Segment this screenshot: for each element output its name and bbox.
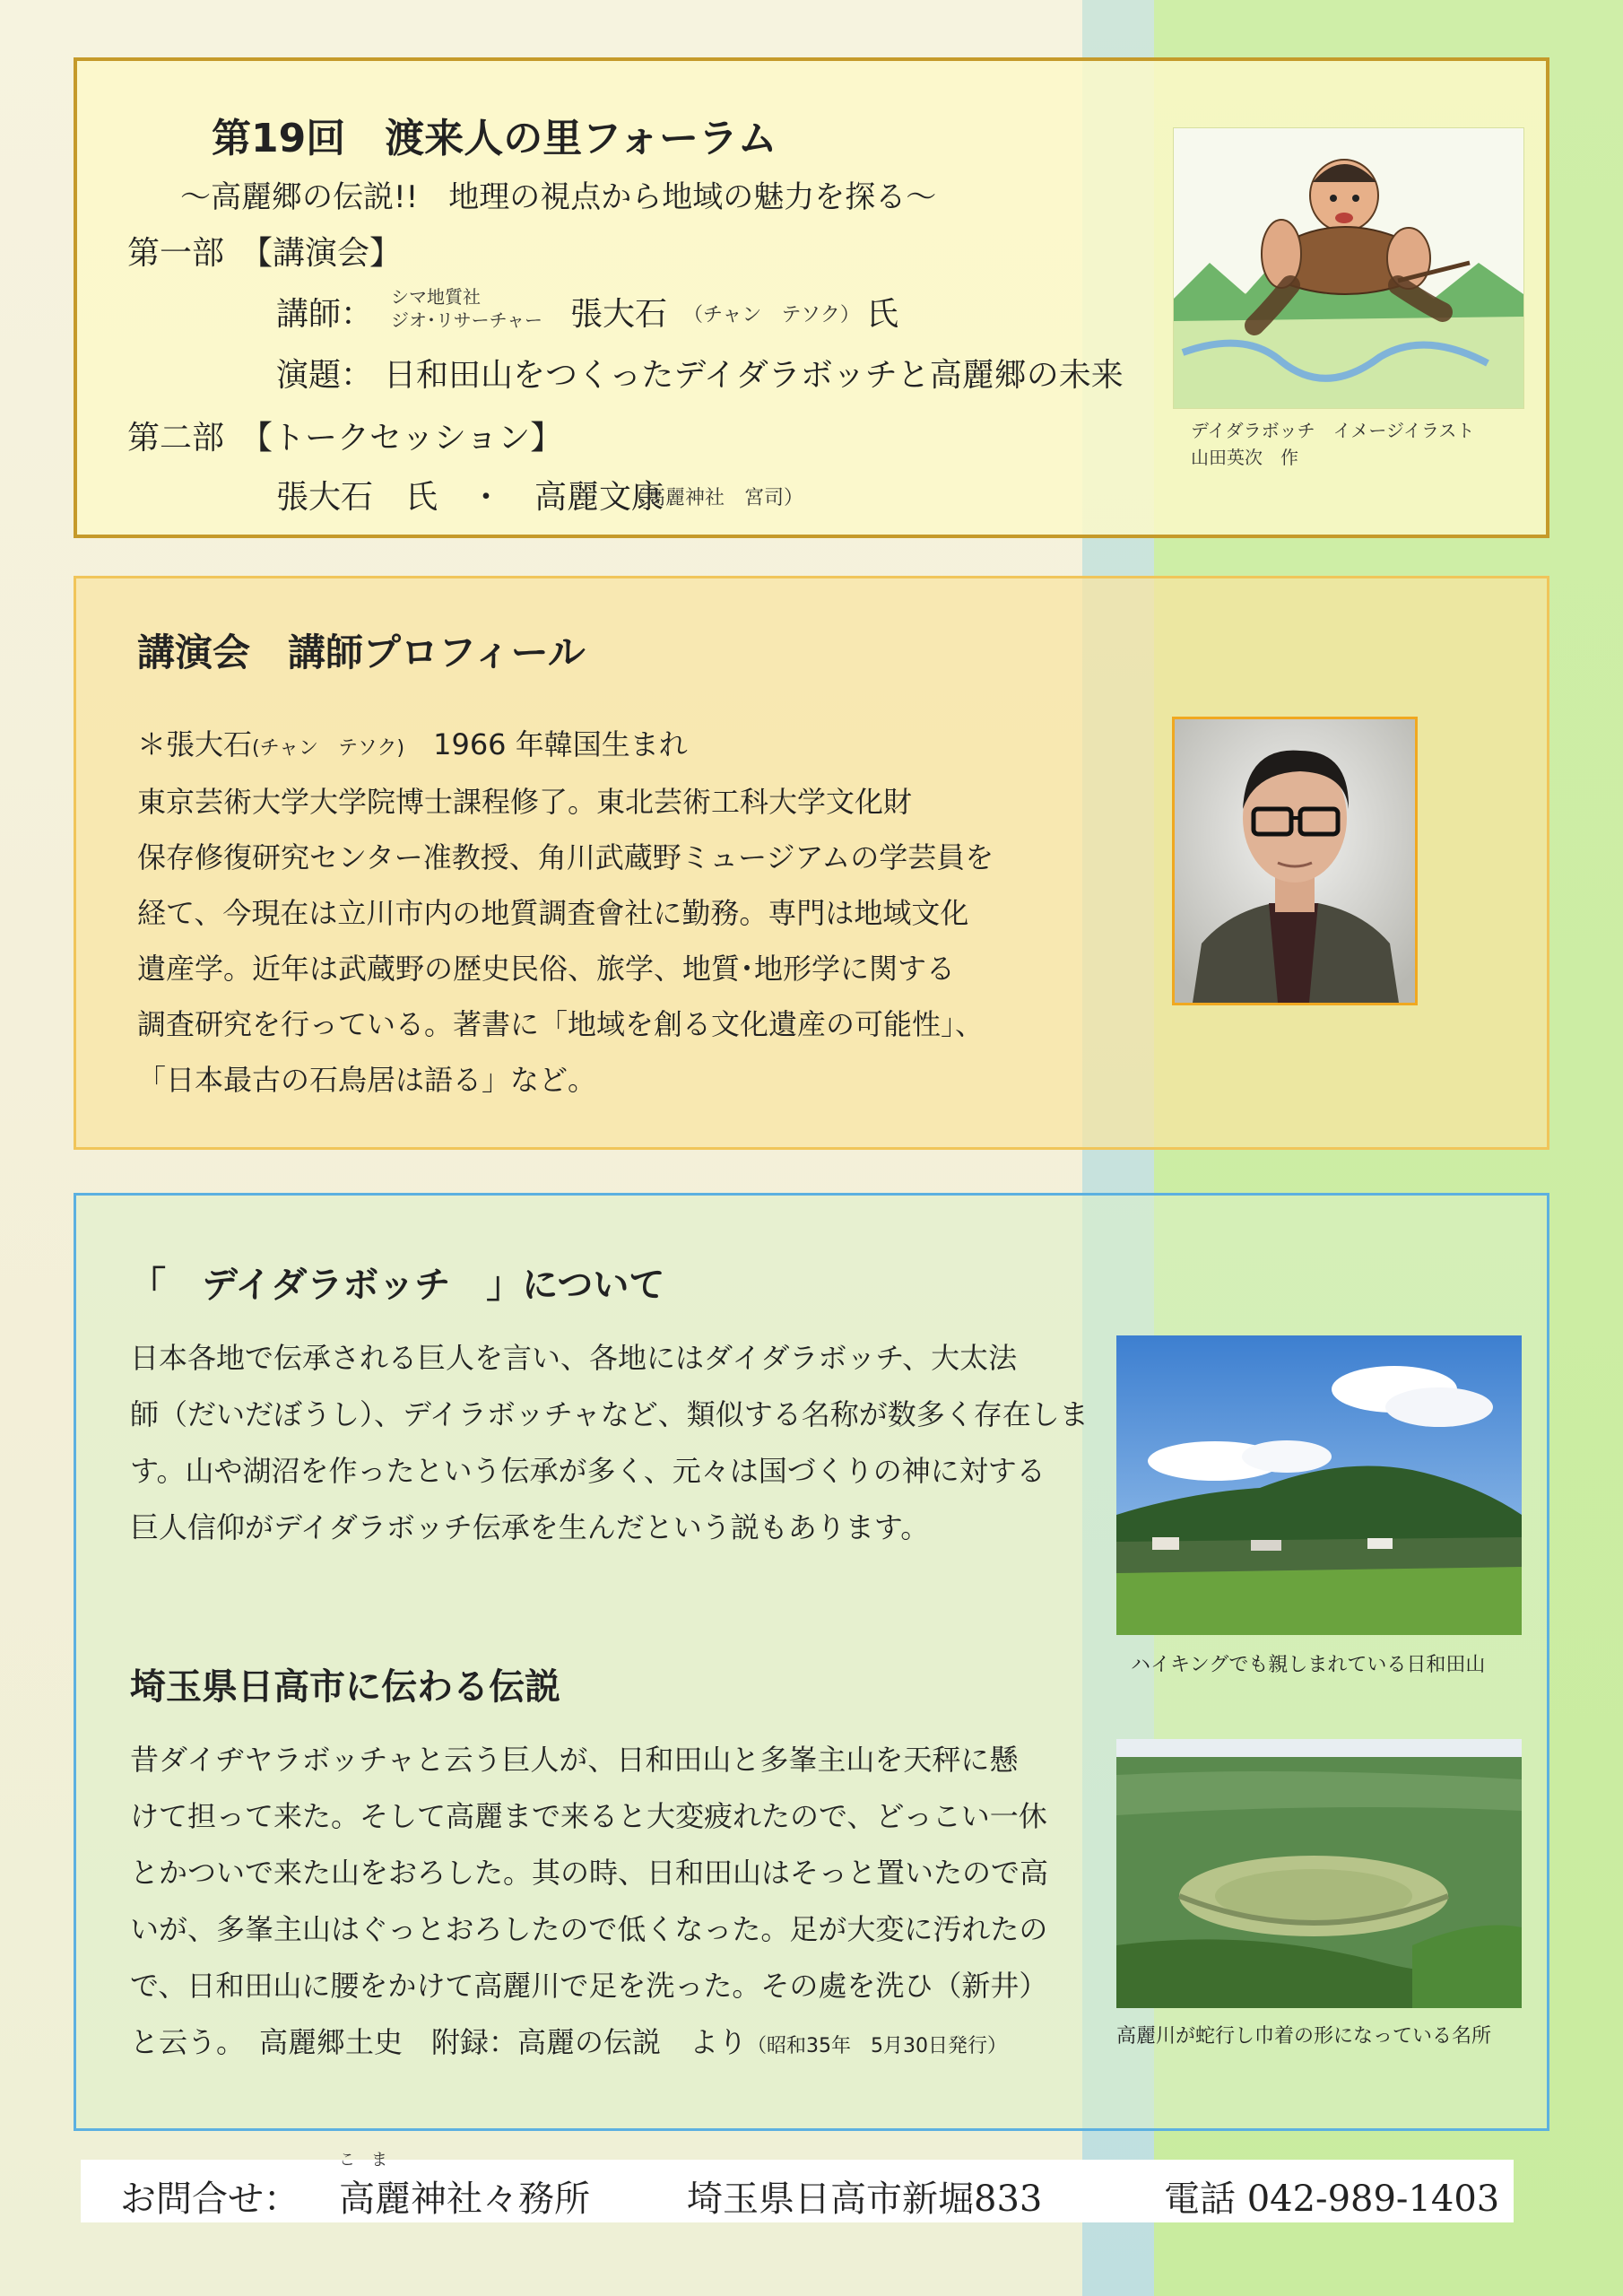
profile-heading: 講演会 講師プロフィール xyxy=(137,631,586,674)
profile-bio-line: 経て、今現在は立川市内の地質調査會社に勤務。専門は地域文化 xyxy=(137,896,969,930)
lecturer-reading: （チャン テソク） xyxy=(683,304,860,326)
legend-heading-hidaka: 埼玉県日高市に伝わる伝説 xyxy=(130,1666,560,1708)
event-subtitle: ～高麗郷の伝説!! 地理の視点から地域の魅力を探る～ xyxy=(180,179,937,215)
legend-paragraph-2 xyxy=(130,1732,1048,2074)
topic-text: 日和田山をつくったデイダラボッチと高麗郷の未来 xyxy=(384,357,1124,394)
organization-name: 高麗神社々務所 xyxy=(339,2179,590,2220)
part2-label: 第二部 【トークセッション】 xyxy=(127,420,563,457)
lecturer-name: 張大石 xyxy=(570,296,668,333)
hiwada-photo xyxy=(1116,1335,1522,1635)
lecturer-affiliation-line-1: シマ地質社 xyxy=(391,286,481,308)
lecturer-affiliation xyxy=(391,285,542,332)
part1-label: 第一部 【講演会】 xyxy=(127,235,403,272)
legend-heading-daidarabotchi: 「 デイダラボッチ 」について xyxy=(130,1265,665,1306)
contact-phone[interactable]: 電話 042-989-1403 xyxy=(1164,2179,1500,2220)
lecturer-label: 講師： xyxy=(276,296,374,333)
profile-panel xyxy=(74,576,1549,1150)
legend-panel xyxy=(74,1193,1549,2131)
legend-p1-line: 日本各地で伝承される巨人を言い、各地にはダイダラボッチ、大太法 xyxy=(130,1341,1018,1375)
illustration-caption-2: 山田英次 作 xyxy=(1191,447,1298,468)
lecturer-affiliation-line-2: ジオ･リサーチャー xyxy=(391,309,542,331)
organization-ruby: こ ま xyxy=(339,2151,387,2170)
lecturer-photo xyxy=(1172,717,1418,1005)
profile-bio-line: 調査研究を行っている。著書に「地域を創る文化遺産の可能性」、 xyxy=(137,1007,985,1041)
contact-address: 埼玉県日高市新堀833 xyxy=(687,2179,1043,2220)
profile-birth: 1966 年韓国生まれ xyxy=(404,727,688,761)
legend-p2-line: いが、多峯主山はぐっとおろしたので低くなった。足が大変に汚れたの xyxy=(130,1912,1048,1946)
contact-label: お問合せ： xyxy=(120,2179,299,2220)
profile-bio-line: 「日本最古の石鳥居は語る」など。 xyxy=(137,1063,597,1097)
giant-illustration-svg xyxy=(1174,128,1523,408)
legend-p2-line: で、日和田山に腰をかけて高麗川で足を洗った。その處を洗ひ（新井） xyxy=(130,1969,1048,2003)
profile-bio-line: 遺産学。近年は武蔵野の歴史民俗、旅学、地質･地形学に関する xyxy=(137,952,956,986)
profile-bio-line: 東京芸術大学大学院博士課程修了。東北芸術工科大学文化財 xyxy=(137,785,913,819)
kinchakuda-photo xyxy=(1116,1739,1522,2008)
topic-label: 演題： xyxy=(276,357,374,394)
event-panel xyxy=(74,57,1549,538)
profile-name: ＊張大石 xyxy=(137,727,253,761)
legend-p1-line: 巨人信仰がデイダラボッチ伝承を生んだという説もあります。 xyxy=(130,1510,930,1544)
legend-p2-line: けて担って来た。そして高麗まで来ると大変疲れたので、どっこい一休 xyxy=(130,1799,1047,1833)
profile-name-line xyxy=(137,722,688,763)
legend-p2-line: 昔ダイヂヤラボッチャと云う巨人が、日和田山と多峯主山を天秤に懸 xyxy=(130,1743,1019,1777)
legend-p2-last-line xyxy=(130,2014,1048,2074)
kinchakuda-landscape-svg xyxy=(1116,1739,1522,2008)
event-title: 第19回 渡来人の里フォーラム xyxy=(212,116,777,161)
profile-name-reading: (チャン テソク) xyxy=(252,737,405,760)
contact-footer xyxy=(81,2151,1514,2222)
legend-p1-line: 師（だいだぼうし）、デイラボッチャなど、類似する名称が数多く存在しま xyxy=(130,1397,1089,1431)
profile-bio-line: 保存修復研究センター准教授、角川武蔵野ミュージアムの学芸員を xyxy=(137,840,994,874)
legend-source-date: （昭和35年 5月30日発行） xyxy=(747,2035,1008,2057)
illustration-caption-1: デイダラボッチ イメージイラスト xyxy=(1191,420,1475,441)
daidarabotchi-illustration xyxy=(1173,127,1524,409)
legend-paragraph-1 xyxy=(130,1330,1089,1556)
hiwada-landscape-svg xyxy=(1116,1335,1522,1635)
legend-source: と云う。 高麗郷土史 附録：高麗の伝説 より xyxy=(130,2025,748,2059)
lecturer-portrait-svg xyxy=(1175,719,1415,1003)
legend-p1-line: す。山や湖沼を作ったという伝承が多く、元々は国づくりの神に対する xyxy=(130,1454,1046,1488)
kinchakuda-photo-caption: 高麗川が蛇行し巾着の形になっている名所 xyxy=(1116,2025,1492,2048)
session-members: 張大石 氏 ・ 高麗文康 xyxy=(276,479,664,516)
session-note: （高麗神社 宮司） xyxy=(626,487,804,509)
contact-organization xyxy=(339,2151,590,2222)
lecturer-suffix: 氏 xyxy=(866,296,899,333)
profile-bio xyxy=(137,774,994,1108)
legend-p2-line: とかついで来た山をおろした。其の時、日和田山はそっと置いたので高 xyxy=(130,1856,1049,1890)
hiwada-photo-caption: ハイキングでも親しまれている日和田山 xyxy=(1131,1654,1486,1676)
